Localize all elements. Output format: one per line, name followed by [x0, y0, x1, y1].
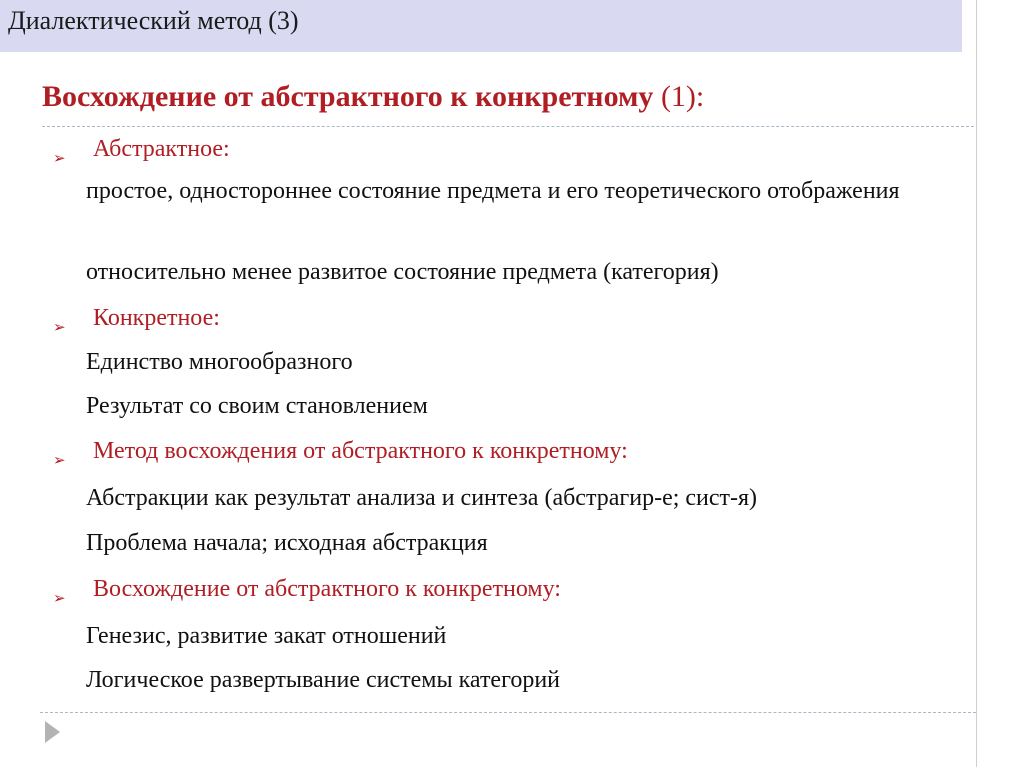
list-item: относительно менее развитое состояние предмета (категория): [86, 259, 719, 285]
section-label: Конкретное:: [93, 305, 220, 331]
footer-divider: [40, 712, 976, 713]
list-item: Логическое развертывание системы категорий: [86, 667, 561, 693]
list-item: простое, одностороннее состояние предмета и его теоретического отображения: [86, 178, 900, 204]
list-item: Единство многообразного: [86, 349, 353, 375]
section-label: Метод восхождения от абстрактного к конкретному:: [93, 438, 628, 464]
bullet-icon: ➢: [53, 320, 66, 336]
header-band: [0, 0, 962, 52]
title-divider: [42, 126, 974, 127]
bullet-icon: ➢: [53, 151, 66, 167]
list-item: Абстракции как результат анализа и синтеза (абстрагир-е; сист-я): [86, 485, 758, 511]
slide-right-border: [976, 0, 977, 767]
slide-title-suffix: (1):: [653, 80, 705, 113]
section-label: Восхождение от абстрактного к конкретному:: [93, 576, 561, 602]
header-title: Диалектический метод (3): [8, 6, 299, 35]
section-label: Абстрактное:: [93, 136, 230, 162]
next-slide-icon[interactable]: [45, 721, 60, 743]
slide-title: [42, 80, 704, 114]
bullet-icon: ➢: [53, 453, 66, 469]
bullet-icon: ➢: [53, 591, 66, 607]
list-item: Результат со своим становлением: [86, 393, 428, 419]
list-item: Проблема начала; исходная абстракция: [86, 530, 488, 556]
slide-title-main: Восхождение от абстрактного к конкретному: [42, 80, 654, 113]
list-item: Генезис, развитие закат отношений: [86, 623, 447, 649]
